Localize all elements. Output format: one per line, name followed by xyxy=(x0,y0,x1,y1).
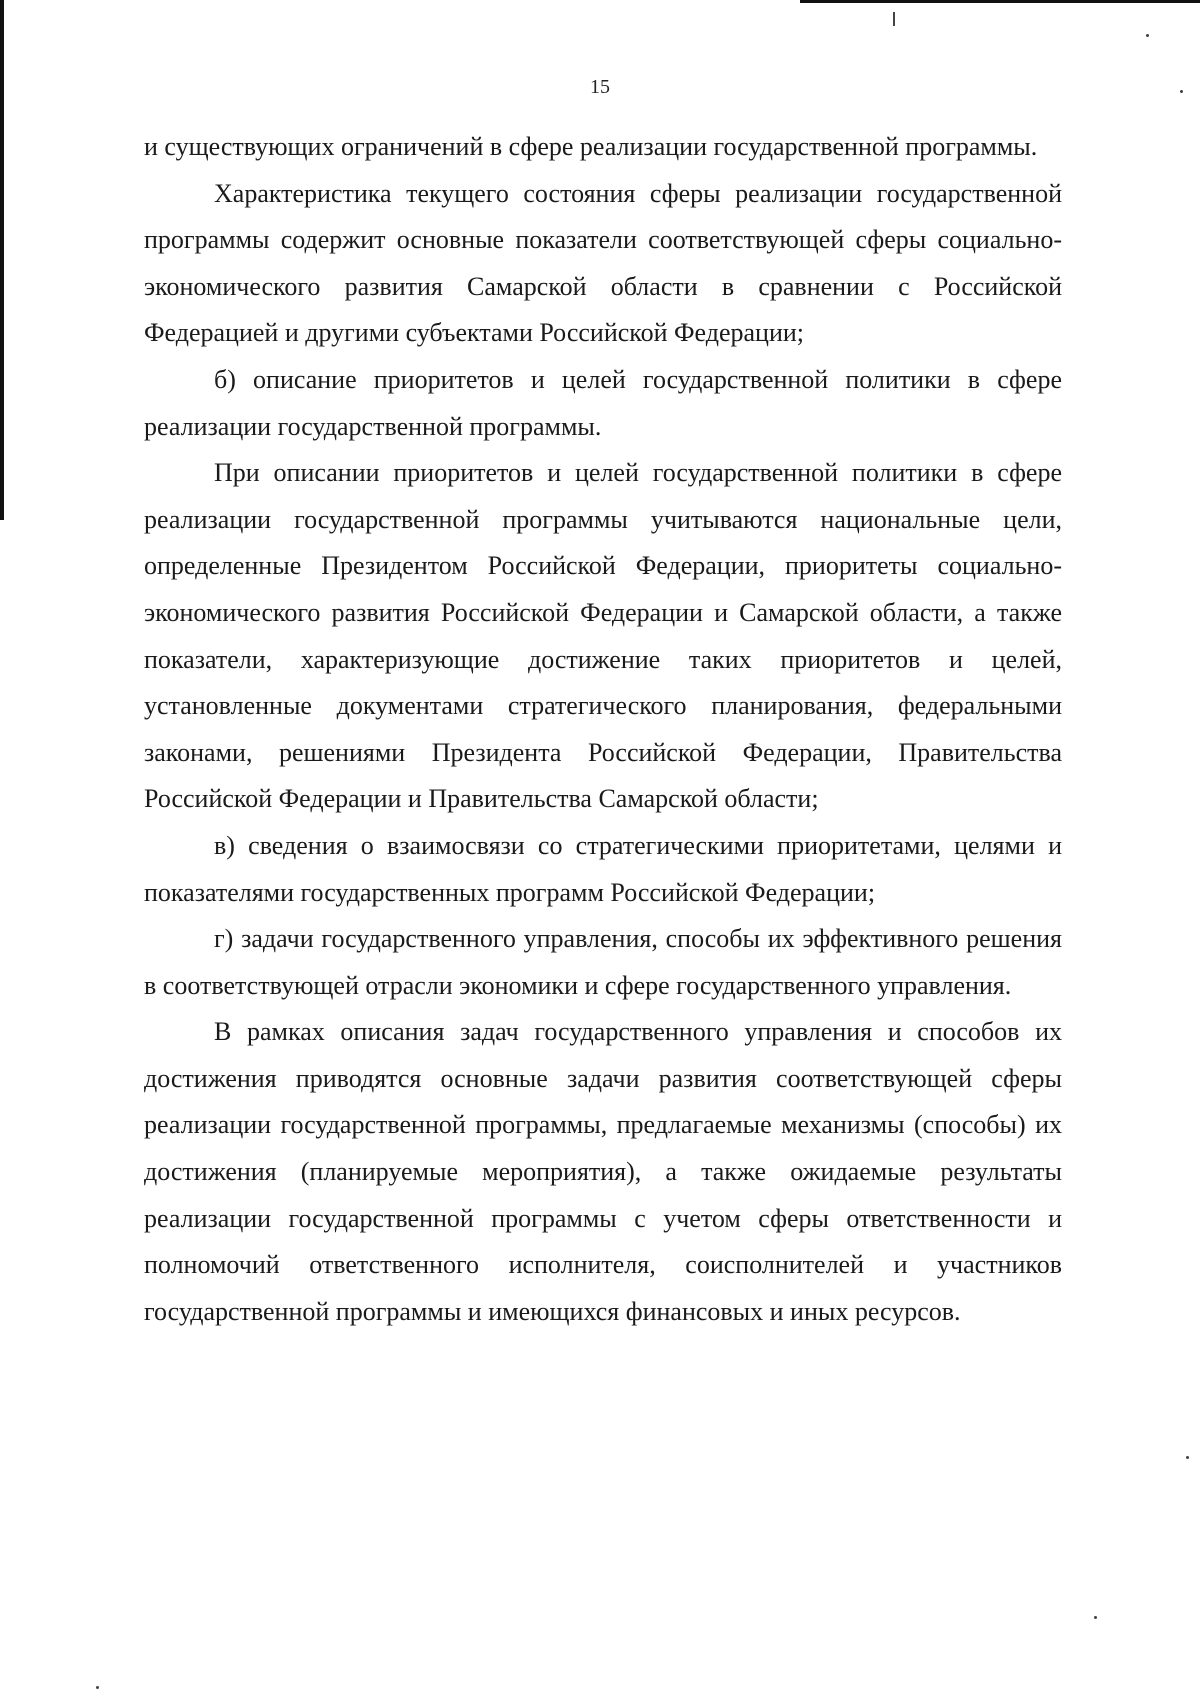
paragraph-4: При описании приоритетов и целей государственной политики в сфере реализации государственной программы учитываются национальные цели, определенные Президентом Российской Федерации, приоритеты социально-экономического развития Российской Федерации и Самарской области, а также показатели, характеризующие достижение таких приоритетов и целей, установленные документами стратегического планирования, федеральными законами, решениями Президента Российской Федерации, Правительства Российской Федерации и Правительства Самарской области; xyxy=(144,458,1062,814)
scan-speck xyxy=(1094,1616,1097,1619)
paragraph-7: В рамках описания задач государственного управления и способов их достижения приводятся основные задачи развития соответствующей сферы реализации государственной программы, предлагаемые механизмы (способы) их достижения (планируемые мероприятия), а также ожидаемые результаты реализации государственной программы с учетом сферы ответственности и полномочий ответственного исполнителя, соисполнителей и участников государственной программы и имеющихся финансовых и иных ресурсов. xyxy=(144,1017,1062,1326)
paragraph-1: и существующих ограничений в сфере реализации государственной программы. xyxy=(144,132,1038,161)
scan-speck xyxy=(893,12,895,26)
paragraph-6: г) задачи государственного управления, способы их эффективного решения в соответствующей отрасли экономики и сфере государственного управления. xyxy=(144,924,1062,1000)
scan-speck xyxy=(1146,34,1149,37)
document-body xyxy=(144,124,1062,1335)
page-number: 15 xyxy=(590,76,610,98)
paragraph-2: Характеристика текущего состояния сферы реализации государственной программы содержит основные показатели соответствующей сферы социально-экономического развития Самарской области в сравнении с Российской Федерацией и другими субъектами Российской Федерации; xyxy=(144,178,1062,348)
scan-speck xyxy=(96,1686,99,1689)
paragraph-5: в) сведения о взаимосвязи со стратегическими приоритетами, целями и показателями государственных программ Российской Федерации; xyxy=(144,830,1062,907)
scan-edge-top xyxy=(800,0,1200,3)
paragraph-3: б) описание приоритетов и целей государственной политики в сфере реализации государственной программы. xyxy=(144,364,1062,441)
scan-speck xyxy=(1186,1456,1189,1459)
